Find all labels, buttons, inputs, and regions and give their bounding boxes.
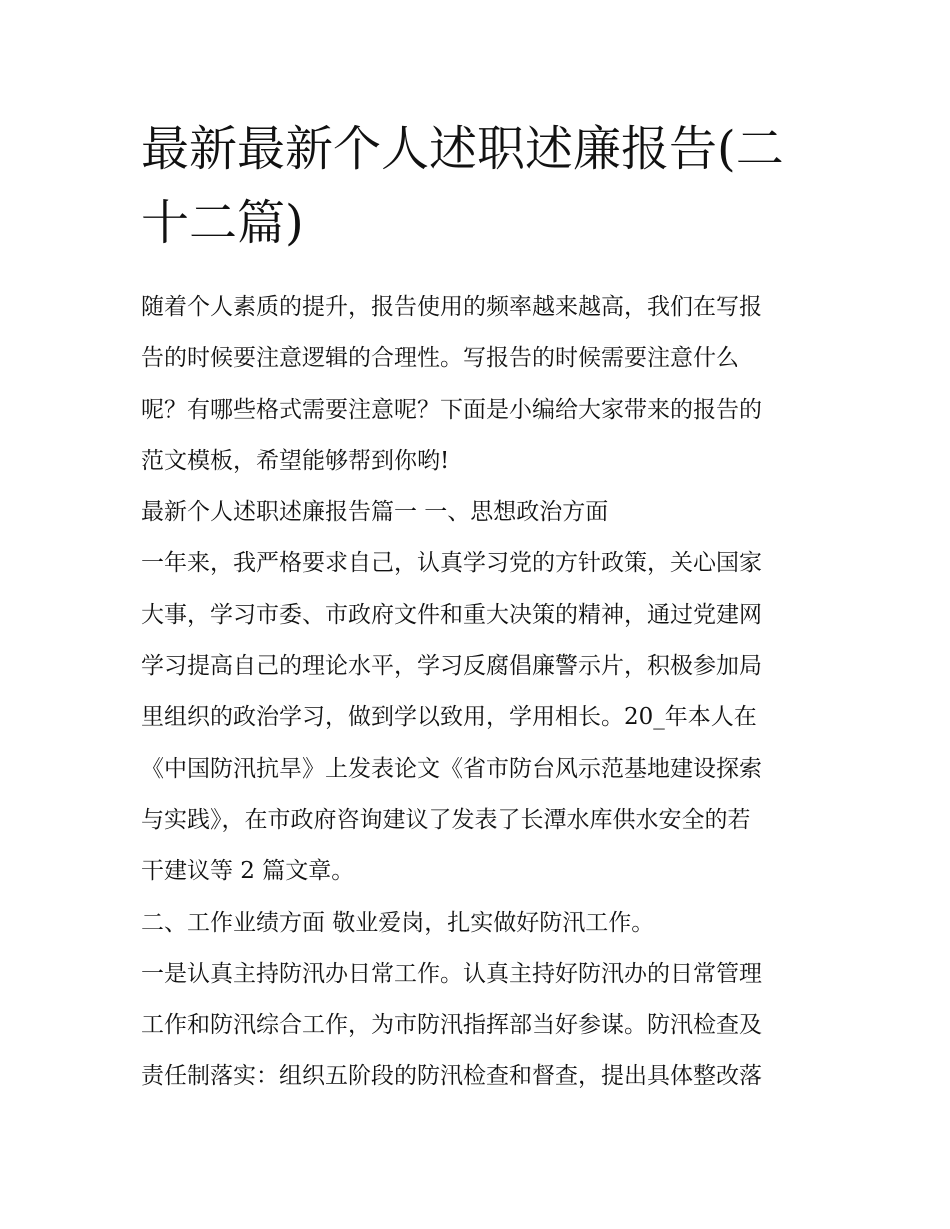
body-text-line: 与实践》，在市政府咨询建议了发表了长潭水库供水安全的若 (141, 806, 751, 833)
document-page (141, 112, 813, 1103)
body-text-line: 干建议等 2 篇文章。 (141, 858, 355, 885)
title-line: 最新最新个人述职述廉报告(二 (141, 121, 784, 177)
document-body (141, 282, 813, 1103)
body-text-line: 工作和防汛综合工作，为市防汛指挥部当好参谋。防汛检查及 (141, 1012, 762, 1039)
section-heading-line: 最新个人述职述廉报告篇一 一、思想政治方面 (141, 499, 609, 526)
title-line: 十二篇) (141, 195, 304, 251)
body-text-line: 一年来，我严格要求自己，认真学习党的方针政策，关心国家 (141, 550, 762, 577)
body-text-line: 责任制落实：组织五阶段的防汛检查和督查，提出具体整改落 (141, 1063, 762, 1090)
body-text-line: 随着个人素质的提升，报告使用的频率越来越高，我们在写报 (141, 294, 762, 320)
body-text-line: 里组织的政治学习，做到学以致用，学用相长。20_年本人在 (141, 704, 757, 731)
body-text-line: 呢？有哪些格式需要注意呢？下面是小编给大家带来的报告的 (141, 396, 762, 423)
body-text-line: 学习提高自己的理论水平，学习反腐倡廉警示片，积极参加局 (141, 653, 762, 680)
body-text-line: 告的时候要注意逻辑的合理性。写报告的时候需要注意什么 (141, 345, 739, 372)
body-text-line: 《中国防汛抗旱》上发表论文《省市防台风示范基地建设探索 (141, 755, 762, 782)
body-text-line: 大事，学习市委、市政府文件和重大决策的精神，通过党建网 (141, 601, 762, 628)
body-text-line: 一是认真主持防汛办日常工作。认真主持好防汛办的日常管理 (141, 960, 762, 987)
section-heading-line: 二、工作业绩方面 敬业爱岗，扎实做好防汛工作。 (141, 909, 655, 936)
document-title (141, 112, 813, 260)
body-text-line: 范文模板，希望能够帮到你哟! (141, 447, 450, 474)
